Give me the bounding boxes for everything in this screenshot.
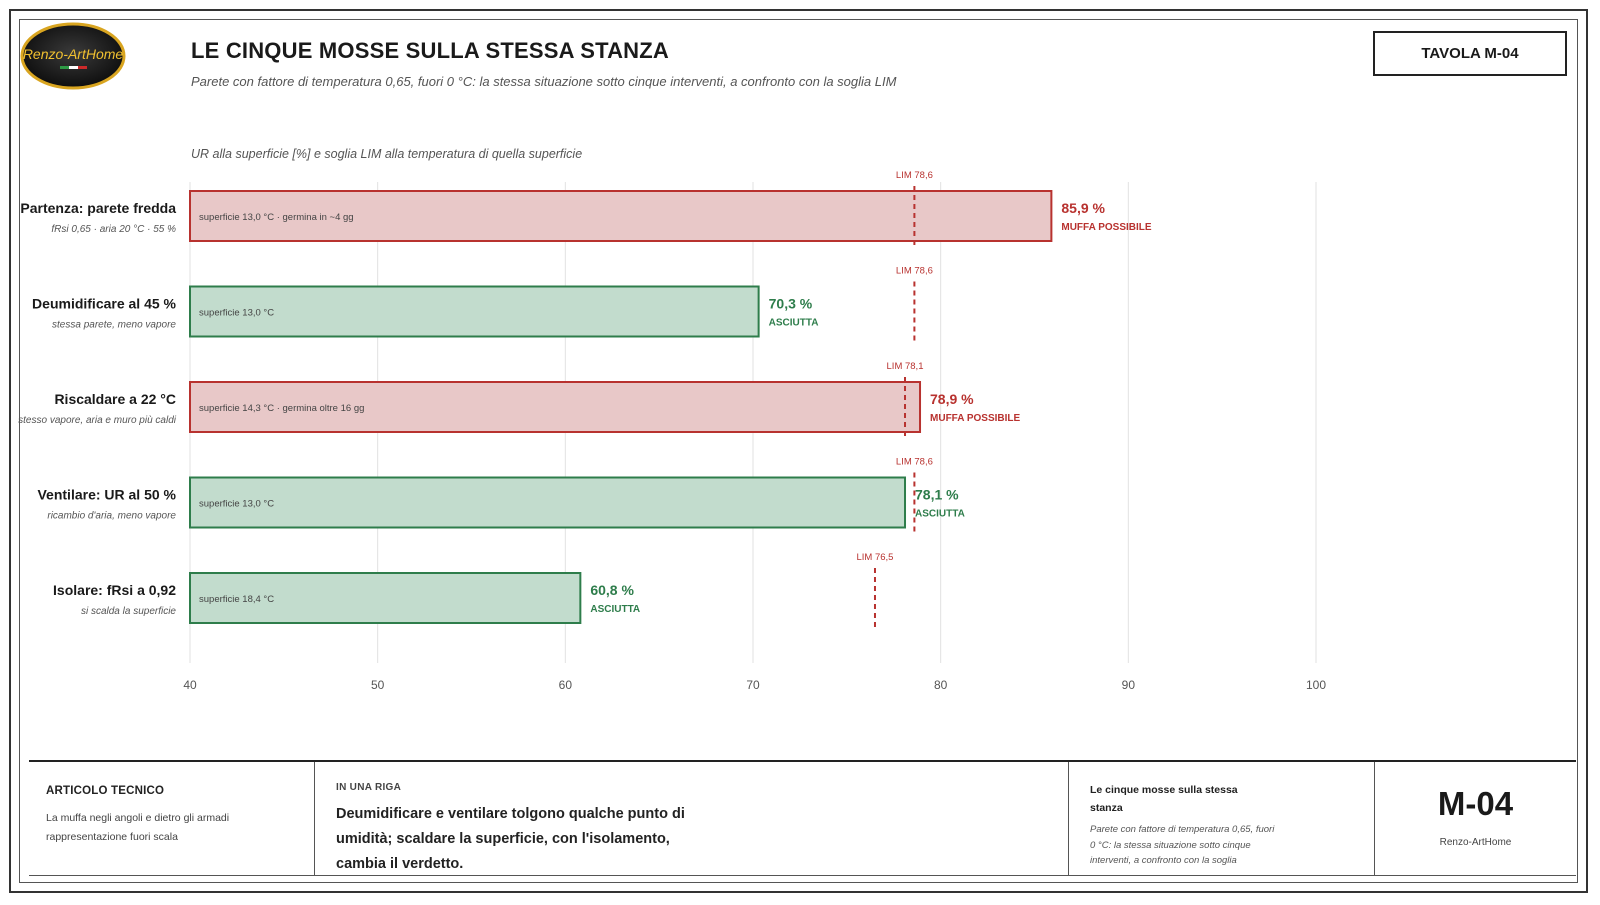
x-tick-label: 100 bbox=[1305, 678, 1327, 692]
row-label: Ventilare: UR al 50 % bbox=[37, 486, 176, 503]
page-subtitle: Parete con fattore di temperatura 0,65, fuori 0 °C: la stessa situazione sotto cinque interventi, a confronto con la soglia LIM bbox=[191, 74, 897, 89]
document-description: Parete con fattore di temperatura 0,65, fuori 0 °C: la stessa situazione sotto cinque interventi, a confronto con la soglia bbox=[1090, 824, 1275, 866]
bar bbox=[190, 478, 905, 528]
status-label: ASCIUTTA bbox=[915, 508, 965, 520]
bar bbox=[190, 287, 759, 337]
status-label: ASCIUTTA bbox=[768, 317, 819, 329]
footer-articolo bbox=[29, 762, 315, 876]
data-label: 85,9 % bbox=[1061, 200, 1105, 216]
data-label: 78,9 % bbox=[930, 391, 974, 407]
lim-label: LIM 78,6 bbox=[895, 170, 933, 181]
page-title: LE CINQUE MOSSE SULLA STESSA STANZA bbox=[191, 38, 669, 63]
row-sublabel: stessa parete, meno vapore bbox=[52, 319, 176, 331]
footer-code bbox=[1375, 762, 1576, 876]
row-sublabel: ricambio d'aria, meno vapore bbox=[47, 510, 176, 522]
chart-caption: UR alla superficie [%] e soglia LIM alla temperatura di quella superficie bbox=[191, 147, 583, 161]
row-label: Isolare: fRsi a 0,92 bbox=[53, 582, 176, 598]
lim-label: LIM 78,1 bbox=[886, 361, 924, 372]
data-label: 78,1 % bbox=[915, 486, 959, 503]
x-tick-label: 60 bbox=[558, 678, 573, 692]
bar-inner-label: superficie 14,3 °C · germina oltre 16 gg bbox=[199, 403, 365, 414]
tavola-badge: TAVOLA M-04 bbox=[1373, 31, 1567, 76]
x-tick-label: 40 bbox=[183, 678, 197, 692]
in-una-riga-text: Deumidificare e ventilare tolgono qualche punto di umidità; scaldare la superficie, con l'isolamento, cambia il verdetto. bbox=[336, 806, 685, 872]
in-una-riga-label: IN UNA RIGA bbox=[336, 782, 402, 793]
bar-inner-label: superficie 13,0 °C bbox=[199, 498, 275, 510]
articolo-line-1: La muffa negli angoli e dietro gli armadi bbox=[46, 812, 230, 824]
footer-in-una-riga bbox=[315, 762, 1069, 876]
row-label: Deumidificare al 45 % bbox=[32, 295, 176, 312]
document-title: Le cinque mosse sulla stessa stanza bbox=[1090, 784, 1238, 814]
lim-label: LIM 78,6 bbox=[895, 456, 933, 468]
row-sublabel: stesso vapore, aria e muro più caldi bbox=[18, 415, 176, 426]
row-label: Riscaldare a 22 °C bbox=[54, 391, 176, 407]
status-label: MUFFA POSSIBILE bbox=[930, 413, 1021, 424]
lim-label: LIM 76,5 bbox=[856, 552, 894, 563]
data-label: 70,3 % bbox=[768, 295, 813, 312]
bar-inner-label: superficie 13,0 °C bbox=[199, 307, 275, 319]
row-label: Partenza: parete fredda bbox=[20, 200, 176, 216]
data-label: 60,8 % bbox=[590, 582, 634, 598]
document-code: M-04 bbox=[1437, 785, 1514, 822]
articolo-heading: ARTICOLO TECNICO bbox=[46, 785, 165, 797]
footer bbox=[29, 760, 1576, 876]
row-sublabel: fRsi 0,65 · aria 20 °C · 55 % bbox=[51, 224, 176, 235]
x-tick-label: 80 bbox=[933, 678, 948, 692]
x-tick-label: 70 bbox=[746, 678, 760, 692]
bar-inner-label: superficie 18,4 °C bbox=[199, 594, 275, 605]
status-label: MUFFA POSSIBILE bbox=[1061, 222, 1152, 233]
footer-document bbox=[1069, 762, 1375, 876]
status-label: ASCIUTTA bbox=[590, 604, 641, 615]
x-tick-label: 50 bbox=[370, 678, 385, 692]
articolo-line-2: rappresentazione fuori scala bbox=[46, 831, 178, 843]
document-brand: Renzo-ArtHome bbox=[1439, 837, 1512, 848]
logo-text: Renzo-ArtHome bbox=[22, 46, 124, 62]
row-sublabel: si scalda la superficie bbox=[80, 606, 176, 617]
x-tick-label: 90 bbox=[1121, 678, 1136, 692]
lim-label: LIM 78,6 bbox=[895, 265, 933, 277]
bar-inner-label: superficie 13,0 °C · germina in ~4 gg bbox=[199, 212, 354, 223]
